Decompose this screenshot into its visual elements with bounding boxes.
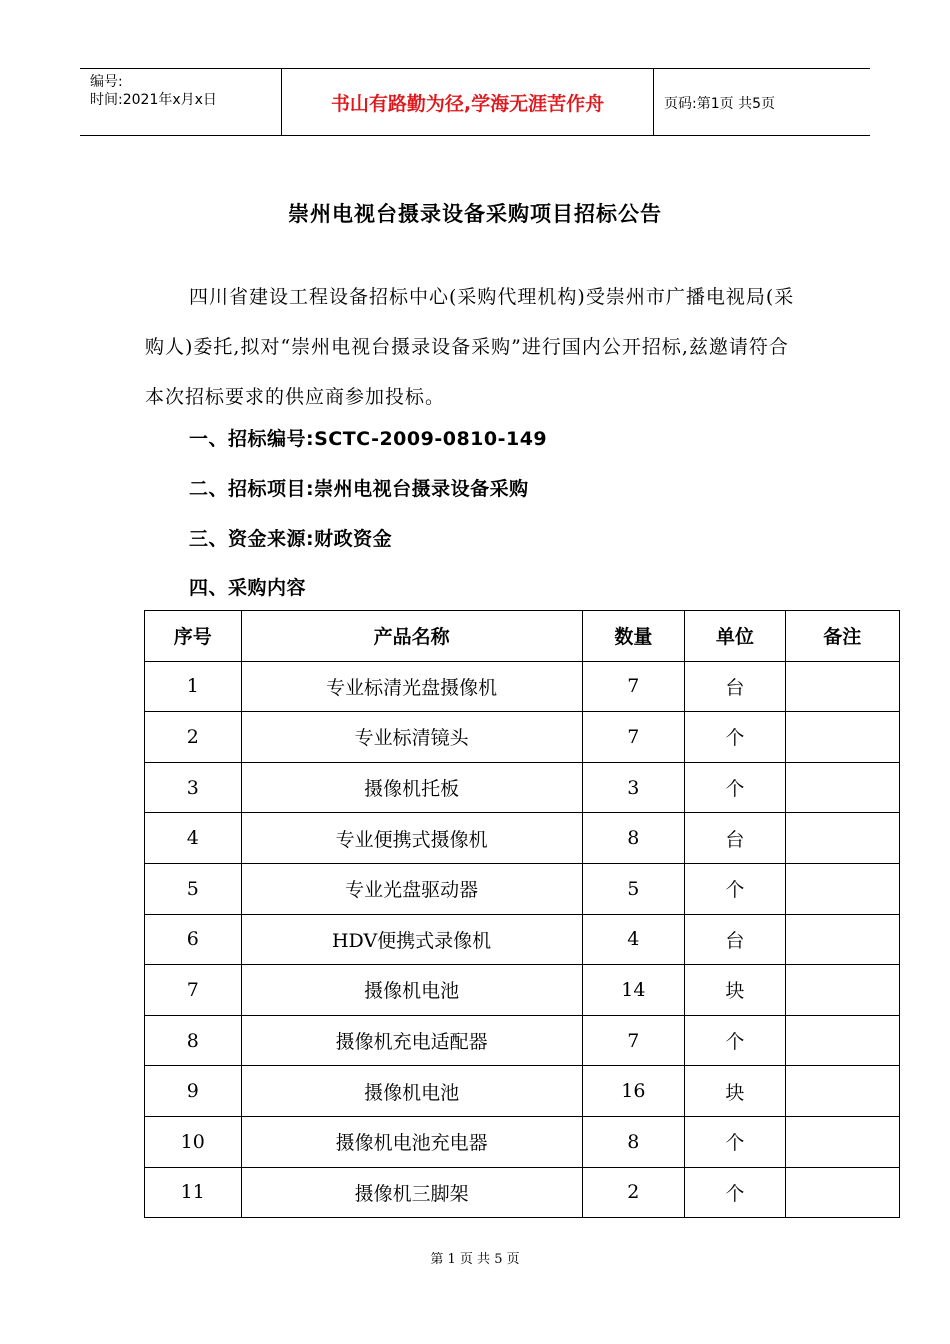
cell-remark bbox=[785, 712, 899, 763]
section-procurement-content: 四、采购内容 bbox=[189, 577, 307, 599]
column-header: 产品名称 bbox=[241, 611, 582, 662]
intro-paragraph: 四川省建设工程设备招标中心(采购代理机构)受崇州市广播电视局(采购人)委托,拟对“崇州电视台摄录设备采购”进行国内公开招标,兹邀请符合本次招标要求的供应商参加投标。 bbox=[145, 286, 795, 408]
cell-remark bbox=[785, 863, 899, 914]
column-header: 单位 bbox=[685, 611, 785, 662]
table-row bbox=[145, 813, 900, 864]
table-row bbox=[145, 1116, 900, 1167]
cell-index: 6 bbox=[145, 914, 242, 965]
cell-index: 10 bbox=[145, 1116, 242, 1167]
page-header bbox=[80, 68, 870, 136]
cell-index: 4 bbox=[145, 813, 242, 864]
cell-index: 5 bbox=[145, 863, 242, 914]
cell-quantity: 5 bbox=[582, 863, 684, 914]
cell-unit: 台 bbox=[685, 813, 785, 864]
header-code-label: 编号: bbox=[90, 74, 123, 90]
cell-product: 摄像机三脚架 bbox=[241, 1167, 582, 1218]
cell-product: 专业标清镜头 bbox=[241, 712, 582, 763]
cell-remark bbox=[785, 1167, 899, 1218]
cell-quantity: 7 bbox=[582, 1015, 684, 1066]
table-row bbox=[145, 863, 900, 914]
header-motto: 书山有路勤为径,学海无涯苦作舟 bbox=[330, 93, 605, 115]
header-divider bbox=[653, 69, 654, 135]
cell-remark bbox=[785, 965, 899, 1016]
cell-unit: 个 bbox=[685, 1167, 785, 1218]
cell-index: 9 bbox=[145, 1066, 242, 1117]
cell-index: 7 bbox=[145, 965, 242, 1016]
cell-unit: 台 bbox=[685, 914, 785, 965]
column-header: 序号 bbox=[145, 611, 242, 662]
section-funding-source: 三、资金来源:财政资金 bbox=[189, 528, 393, 550]
table-row bbox=[145, 914, 900, 965]
table-row bbox=[145, 1015, 900, 1066]
cell-unit: 个 bbox=[685, 1116, 785, 1167]
cell-index: 1 bbox=[145, 661, 242, 712]
cell-quantity: 2 bbox=[582, 1167, 684, 1218]
cell-quantity: 8 bbox=[582, 813, 684, 864]
document-title: 崇州电视台摄录设备采购项目招标公告 bbox=[288, 202, 662, 226]
column-header: 备注 bbox=[785, 611, 899, 662]
cell-index: 11 bbox=[145, 1167, 242, 1218]
column-header: 数量 bbox=[582, 611, 684, 662]
cell-product: 摄像机电池充电器 bbox=[241, 1116, 582, 1167]
cell-quantity: 14 bbox=[582, 965, 684, 1016]
cell-index: 2 bbox=[145, 712, 242, 763]
cell-product: 摄像机托板 bbox=[241, 762, 582, 813]
cell-remark bbox=[785, 1015, 899, 1066]
procurement-table bbox=[144, 610, 900, 1218]
cell-product: HDV便携式录像机 bbox=[241, 914, 582, 965]
section-tender-project: 二、招标项目:崇州电视台摄录设备采购 bbox=[189, 478, 529, 500]
table-row bbox=[145, 661, 900, 712]
cell-remark bbox=[785, 661, 899, 712]
header-page-info: 页码:第1页 共5页 bbox=[664, 96, 775, 112]
cell-quantity: 7 bbox=[582, 712, 684, 763]
page-footer: 第 1 页 共 5 页 bbox=[430, 1252, 520, 1267]
cell-quantity: 4 bbox=[582, 914, 684, 965]
cell-product: 摄像机电池 bbox=[241, 1066, 582, 1117]
cell-remark bbox=[785, 1066, 899, 1117]
table-row bbox=[145, 1167, 900, 1218]
cell-remark bbox=[785, 1116, 899, 1167]
cell-unit: 台 bbox=[685, 661, 785, 712]
cell-unit: 个 bbox=[685, 712, 785, 763]
cell-remark bbox=[785, 914, 899, 965]
cell-quantity: 3 bbox=[582, 762, 684, 813]
cell-index: 3 bbox=[145, 762, 242, 813]
cell-quantity: 16 bbox=[582, 1066, 684, 1117]
cell-product: 摄像机电池 bbox=[241, 965, 582, 1016]
cell-unit: 块 bbox=[685, 1066, 785, 1117]
table-row bbox=[145, 762, 900, 813]
cell-quantity: 8 bbox=[582, 1116, 684, 1167]
header-date: 时间:2021年x月x日 bbox=[90, 92, 217, 108]
cell-unit: 块 bbox=[685, 965, 785, 1016]
table-row bbox=[145, 965, 900, 1016]
cell-product: 专业光盘驱动器 bbox=[241, 863, 582, 914]
table-row bbox=[145, 1066, 900, 1117]
cell-remark bbox=[785, 813, 899, 864]
table-header-row bbox=[145, 611, 900, 662]
cell-product: 专业标清光盘摄像机 bbox=[241, 661, 582, 712]
header-meta bbox=[90, 73, 217, 109]
cell-unit: 个 bbox=[685, 863, 785, 914]
cell-unit: 个 bbox=[685, 762, 785, 813]
cell-remark bbox=[785, 762, 899, 813]
cell-index: 8 bbox=[145, 1015, 242, 1066]
section-tender-number: 一、招标编号:SCTC-2009-0810-149 bbox=[189, 428, 548, 450]
cell-quantity: 7 bbox=[582, 661, 684, 712]
cell-unit: 个 bbox=[685, 1015, 785, 1066]
table-row bbox=[145, 712, 900, 763]
cell-product: 摄像机充电适配器 bbox=[241, 1015, 582, 1066]
cell-product: 专业便携式摄像机 bbox=[241, 813, 582, 864]
